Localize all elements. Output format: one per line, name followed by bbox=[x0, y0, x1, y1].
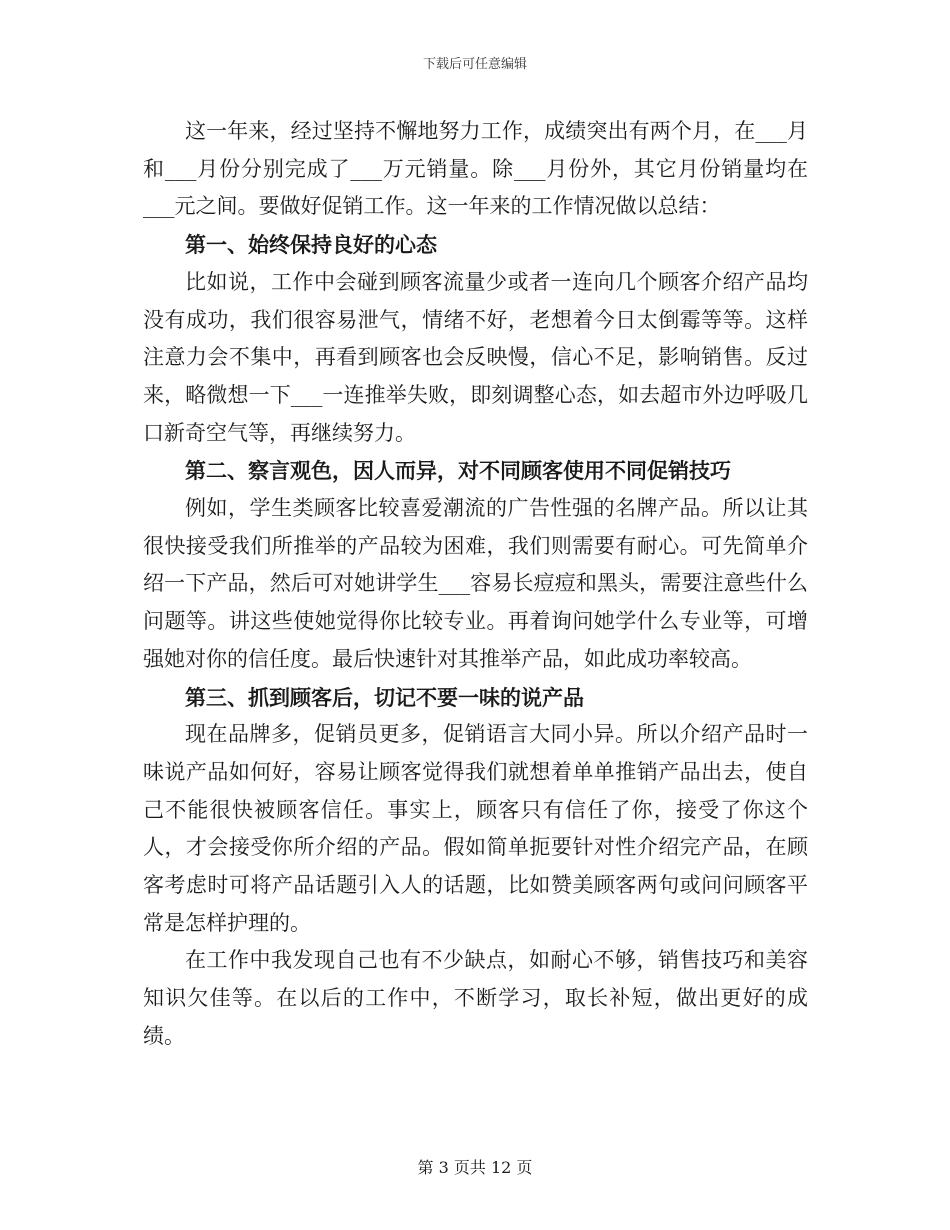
intro-paragraph: 这一年来，经过坚持不懈地努力工作，成绩突出有两个月，在___月和___月份分别完成了___万元销量。除___月份外，其它月份销量均在___元之间。要做好促销工作。这一年来的工作情况做以总结： bbox=[143, 119, 808, 219]
page-footer: 第 3 页共 12 页 bbox=[417, 1158, 533, 1177]
section-heading-3: 第三、抓到顾客后，切记不要一味的说产品 bbox=[185, 684, 584, 710]
section-heading-2: 第二、察言观色，因人而异，对不同顾客使用不同促销技巧 bbox=[185, 458, 731, 484]
section-paragraph-3: 现在品牌多，促销员更多，促销语言大同小异。所以介绍产品时一味说产品如何好，容易让顾客觉得我们就想着单单推销产品出去，使自己不能很快被顾客信任。事实上，顾客只有信任了你，接受了你这个人，才会接受你所介绍的产品。假如简单扼要针对性介绍完产品，在顾客考虑时可将产品话题引入人的话题，比如赞美顾客两句或问问顾客平常是怎样护理的。 bbox=[143, 722, 808, 935]
section-heading-1: 第一、始终保持良好的心态 bbox=[185, 232, 437, 258]
page-header: 下载后可任意编辑 bbox=[422, 57, 527, 72]
conclusion-paragraph: 在工作中我发现自己也有不少缺点，如耐心不够，销售技巧和美容知识欠佳等。在以后的工作中，不断学习，取长补短，做出更好的成绩。 bbox=[143, 948, 808, 1048]
document-body bbox=[143, 113, 808, 1056]
section-paragraph-1: 比如说，工作中会碰到顾客流量少或者一连向几个顾客介绍产品均没有成功，我们很容易泄气，情绪不好，老想着今日太倒霉等等。这样注意力会不集中，再看到顾客也会反映慢，信心不足，影响销售。反过来，略微想一下___一连推举失败，即刻调整心态，如去超市外边呼吸几口新奇空气等，再继续努力。 bbox=[143, 269, 808, 445]
section-paragraph-2: 例如，学生类顾客比较喜爱潮流的广告性强的名牌产品。所以让其很快接受我们所推举的产品较为困难，我们则需要有耐心。可先简单介绍一下产品，然后可对她讲学生___容易长痘痘和黑头，需要注意些什么问题等。讲这些使她觉得你比较专业。再着询问她学什么专业等，可增强她对你的信任度。最后快速针对其推举产品，如此成功率较高。 bbox=[143, 496, 808, 671]
